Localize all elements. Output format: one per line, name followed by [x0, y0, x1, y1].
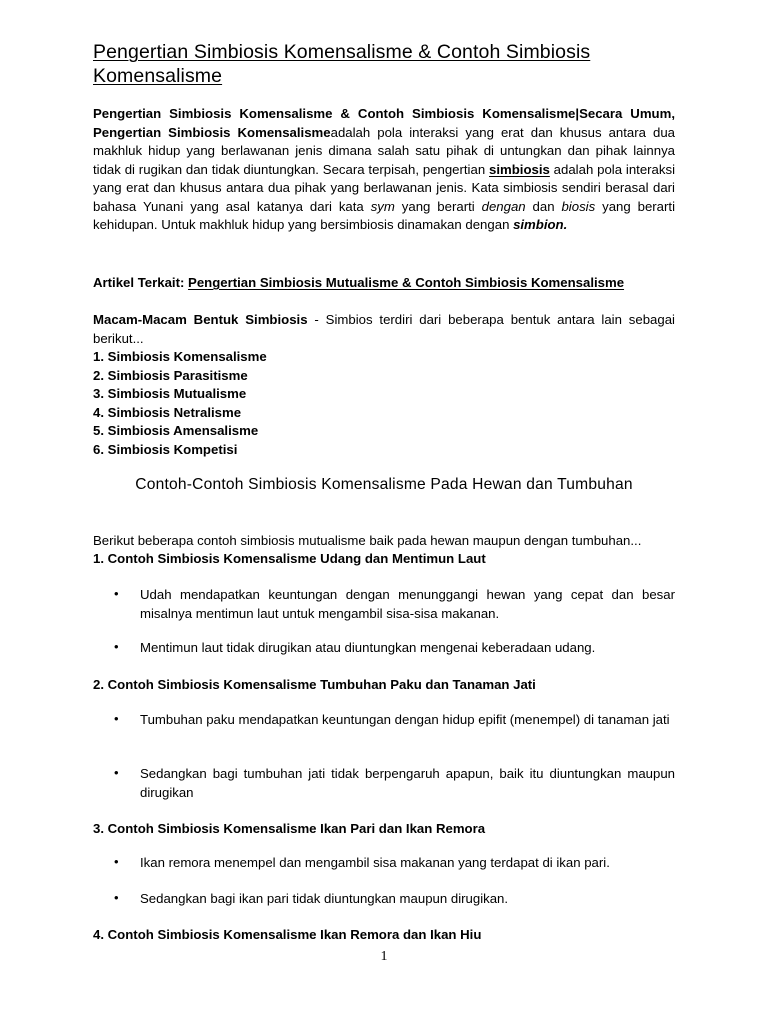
example-1-bullet-1: Udah mendapatkan keuntungan dengan menunggangi hewan yang cepat dan besar misalnya mentimun laut untuk mengambil sisa-sisa makanan.: [140, 587, 675, 621]
term-sym: sym: [370, 198, 395, 214]
bullet-icon: •: [114, 586, 119, 601]
bullet-icon: •: [114, 711, 119, 726]
example-2-bullet-2: Sedangkan bagi tumbuhan jati tidak berpengaruh apapun, baik itu diuntungkan maupun dirugikan: [140, 766, 675, 800]
intro-text-1: adalah pola interaksi yang erat dan khusus antara dua makhluk hidup yang berlawanan jenis dimana salah satu pihak di untungkan dan pihak lainnya tidak di rugikan dan tidak diuntungkan. Secara terpisah, pengertian: [93, 124, 676, 177]
related-article: [93, 274, 675, 293]
simbiosis-link[interactable]: simbiosis: [489, 161, 550, 177]
page-number: 1: [380, 949, 388, 964]
section-heading: Contoh-Contoh Simbiosis Komensalisme Pada Hewan dan Tumbuhan: [135, 476, 633, 493]
example-3-bullet-1: Ikan remora menempel dan mengambil sisa makanan yang terdapat di ikan pari.: [140, 855, 610, 870]
page-title: Pengertian Simbiosis Komensalisme & Contoh Simbiosis Komensalisme: [93, 41, 591, 87]
intro-text-3: yang berarti: [394, 198, 482, 214]
bullet-icon: •: [114, 639, 119, 654]
example-heading-4: 4. Contoh Simbiosis Komensalisme Ikan Remora dan Ikan Hiu: [93, 927, 482, 942]
list-item: 6. Simbiosis Kompetisi: [93, 441, 238, 457]
intro-text-2: adalah pola interaksi yang erat dan khusus antara dua pihak yang berlawanan jenis. Kata simbiosis sendiri berasal dari bahasa Yunani yang asal katanya dari kata: [93, 161, 675, 214]
types-lead: Macam-Macam Bentuk Simbiosis: [93, 312, 308, 327]
example-heading-3: 3. Contoh Simbiosis Komensalisme Ikan Pari dan Ikan Remora: [93, 821, 486, 836]
related-label: Artikel Terkait:: [93, 275, 189, 290]
example-heading-1: 1. Contoh Simbiosis Komensalisme Udang dan Mentimun Laut: [93, 551, 486, 566]
list-item: 2. Simbiosis Parasitisme: [93, 367, 248, 383]
term-biosis: biosis: [561, 198, 596, 214]
intro-text-4: dan: [525, 198, 562, 214]
bullet-icon: •: [114, 765, 119, 780]
section-intro: Berikut beberapa contoh simbiosis mutualisme baik pada hewan maupun dengan tumbuhan...: [93, 533, 642, 548]
term-simbion: simbion.: [513, 217, 568, 232]
example-heading-2: 2. Contoh Simbiosis Komensalisme Tumbuhan Paku dan Tanaman Jati: [93, 677, 536, 692]
term-dengan: dengan: [481, 198, 526, 214]
types-list: [93, 348, 675, 459]
types-lead-text: - Simbios terdiri dari beberapa bentuk antara lain sebagai berikut...: [93, 312, 675, 346]
intro-paragraph: [93, 105, 675, 235]
related-article-link[interactable]: Pengertian Simbiosis Mutualisme & Contoh Simbiosis Komensalisme: [188, 275, 625, 290]
example-2-bullet-1: Tumbuhan paku mendapatkan keuntungan dengan hidup epifit (menempel) di tanaman jati: [140, 712, 670, 727]
intro-text-5: yang berarti kehidupan. Untuk makhluk hidup yang bersimbiosis dinamakan dengan: [93, 198, 675, 232]
list-item: 1. Simbiosis Komensalisme: [93, 349, 267, 364]
bullet-icon: •: [114, 890, 119, 905]
example-1-bullet-2: Mentimun laut tidak dirugikan atau diuntungkan mengenai keberadaan udang.: [140, 640, 596, 655]
list-item: 5. Simbiosis Amensalisme: [93, 423, 259, 438]
bullet-icon: •: [114, 854, 119, 869]
list-item: 4. Simbiosis Netralisme: [93, 404, 242, 420]
list-item: 3. Simbiosis Mutualisme: [93, 386, 247, 401]
intro-lead: Pengertian Simbiosis Komensalisme & Contoh Simbiosis Komensalisme|Secara Umum, Pengertian Simbiosis Komensalisme: [93, 106, 675, 140]
types-paragraph: [93, 311, 675, 348]
example-3-bullet-2: Sedangkan bagi ikan pari tidak diuntungkan maupun dirugikan.: [140, 891, 509, 906]
